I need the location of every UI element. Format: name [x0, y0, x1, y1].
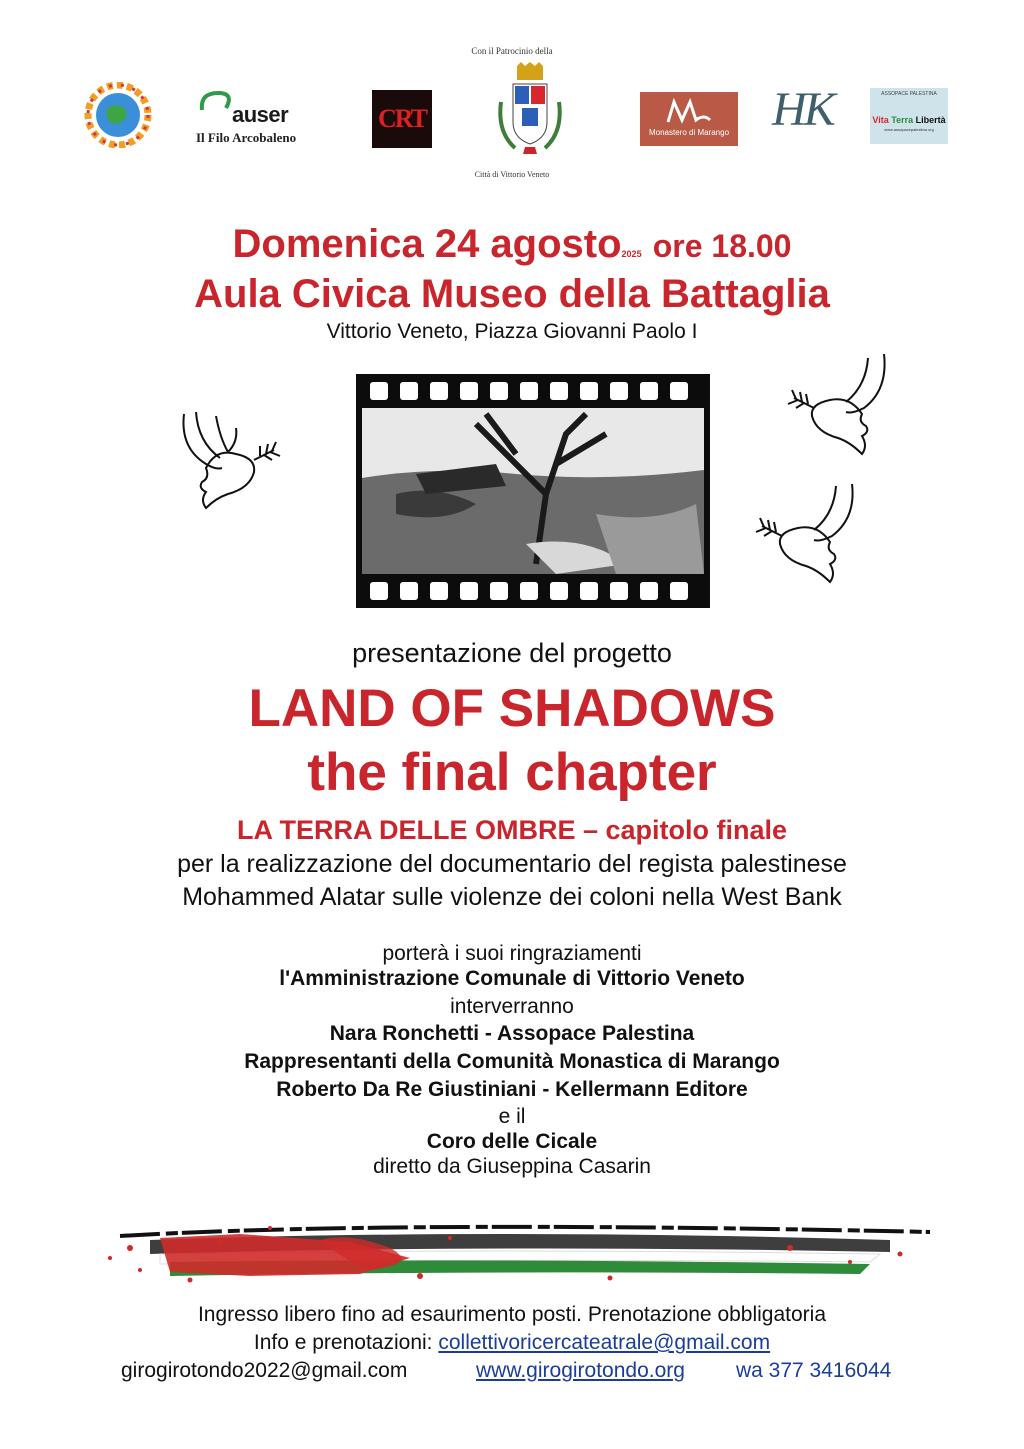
project-description-line2: Mohammed Alatar sulle violenze dei coloni nella West Bank	[182, 883, 842, 911]
event-venue: Aula Civica Museo della Battaglia	[194, 272, 830, 316]
event-year: 2025	[621, 249, 642, 259]
project-intro: presentazione del progetto	[352, 638, 672, 668]
project-title-italian: LA TERRA DELLE OMBRE – capitolo finale	[236, 815, 788, 845]
patrocinio-top-text: Con il Patrocinio della	[471, 46, 553, 56]
auser-subtitle: Il Filo Arcobaleno	[196, 130, 297, 145]
credits-speaker-2: Rappresentanti della Comunità Monastica di Marango	[244, 1050, 780, 1073]
footer-whatsapp: wa 377 3416044	[736, 1359, 892, 1382]
vtl-top-label: ASSOPACE PALESTINA	[881, 91, 937, 97]
film-strip-photo	[356, 374, 710, 608]
auser-swoosh-icon	[196, 88, 236, 118]
logo-round-globe	[84, 82, 152, 148]
logo-marango	[640, 92, 738, 146]
marango-label: Monastero di Marango	[648, 128, 730, 137]
vtl-terra: Terra	[891, 115, 914, 125]
credits-director: diretto da Giuseppina Casarin	[373, 1155, 651, 1178]
footer-email2: girogirotondo2022@gmail.com	[121, 1359, 408, 1382]
logo-crt: CRT	[372, 90, 432, 148]
project-title-line1: LAND OF SHADOWS	[248, 679, 776, 738]
credits-speaker-3: Roberto Da Re Giustiniani - Kellermann Editore	[276, 1078, 748, 1101]
event-time: ore 18.00	[652, 228, 792, 264]
project-description-line1: per la realizzazione del documentario del regista palestinese	[177, 850, 847, 878]
logo-hk: HK	[772, 83, 833, 136]
footer-info-label: Info e prenotazioni:	[253, 1331, 433, 1354]
coat-of-arms-icon	[495, 62, 565, 162]
footer-entry-note: Ingresso libero fino ad esaurimento posti. Prenotazione obbligatoria	[197, 1303, 827, 1326]
patrocinio-bottom-text: Città di Vittorio Veneto	[474, 170, 550, 179]
credits-administration: l'Amministrazione Comunale di Vittorio Veneto	[279, 967, 745, 990]
flag-brushstroke-decoration	[90, 1218, 940, 1288]
logo-auser	[196, 88, 316, 148]
dove-left-icon	[176, 408, 294, 520]
credits-thanks-intro: porterà i suoi ringraziamenti	[382, 942, 642, 965]
footer-info-line	[0, 1331, 1024, 1355]
credits-and: e il	[498, 1105, 526, 1128]
event-date: Domenica 24 agosto	[232, 222, 622, 266]
vtl-liberta: Libertà	[915, 115, 946, 125]
vtl-vita: Vita	[872, 115, 889, 125]
marango-mark-icon	[664, 96, 714, 126]
dove-top-right-icon	[778, 350, 890, 462]
event-date-line	[0, 222, 1024, 267]
event-address: Vittorio Veneto, Piazza Giovanni Paolo I	[326, 320, 698, 343]
logo-vita-terra-liberta	[870, 88, 948, 144]
vtl-url: www.assopacepalestina.org	[884, 127, 934, 132]
credits-speakers-intro: interverranno	[450, 995, 574, 1018]
footer-website-link[interactable]: www.girogirotondo.org	[476, 1359, 685, 1382]
credits-speaker-1: Nara Ronchetti - Assopace Palestina	[329, 1022, 695, 1045]
credits-choir: Coro delle Cicale	[426, 1130, 598, 1153]
auser-name: auser	[232, 102, 289, 127]
dove-bottom-right-icon	[746, 478, 858, 590]
footer-info-email-link[interactable]: collettivoricercateatrale@gmail.com	[438, 1331, 771, 1354]
project-title-line2: the final chapter	[307, 743, 717, 802]
